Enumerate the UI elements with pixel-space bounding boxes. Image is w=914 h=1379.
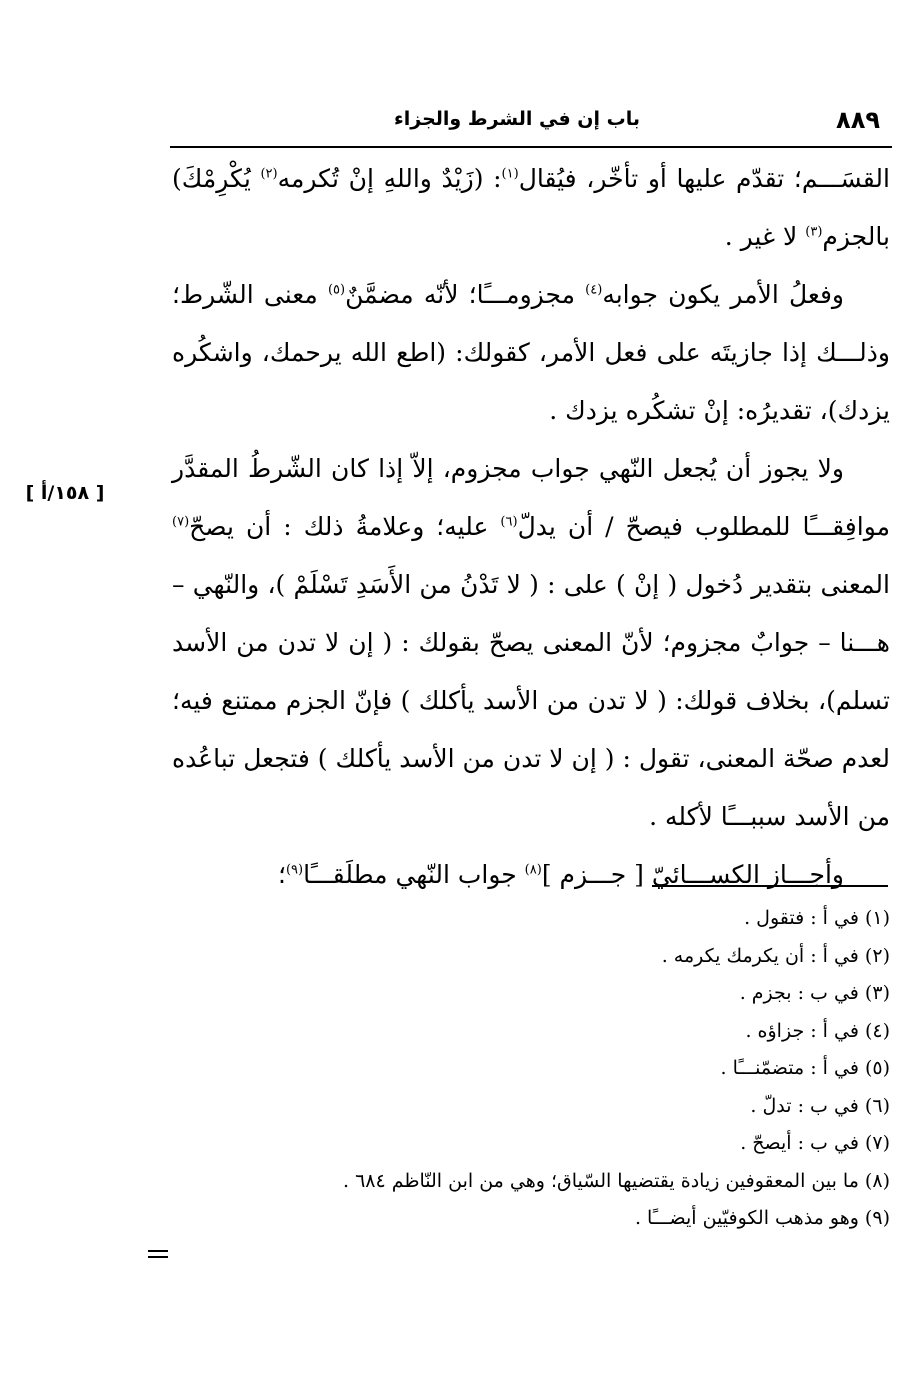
- footnote-separator: [652, 885, 888, 887]
- paragraph-2: [172, 266, 890, 440]
- page-number: ٨٨٩: [836, 106, 880, 134]
- text-run: المعنى بتقدير دُخول ( إنْ ) على : ( لا تَدْنُ من الأَسَدِ تَسْلَمْ )، والنّهي – هـــنا – جوابٌ مجزوم؛ لأنّ المعنى يصحّ بقولك : ( إن لا تدن من الأسد تسلم)، بخلاف قولك: ( لا تدن من الأسد يأكلك ) فإنّ الجزم ممتنع فيه؛ لعدم صحّة المعنى، تقول : ( إن لا تدن من الأسد يأكلك ) فتجعل تباعُده من الأسد سببـــًا لأكله .: [172, 570, 890, 831]
- text-run: : (زَيْدٌ واللهِ إنْ تُكرمه: [277, 164, 502, 193]
- text-run: مجزومـــًا؛ لأنّه مضمَّنٌ: [345, 280, 586, 309]
- footnote-5: (٥) في أ : متضمّنـــًا .: [720, 1057, 890, 1079]
- footnote-6: (٦) في ب : تدلّ .: [750, 1094, 890, 1117]
- text-run: جواب النّهي مطلَقـــًا: [303, 860, 525, 889]
- text-run: يُكْرِمْكَ) بالجزم: [172, 164, 890, 251]
- page-header: [170, 102, 890, 142]
- footnote-9: (٩) وهو مذهب الكوفيّين أيضـــًا .: [634, 1207, 890, 1229]
- footnote-ref: (٩): [285, 862, 304, 878]
- footnote-ref: (٤): [585, 282, 603, 298]
- paragraph-4: [172, 846, 890, 904]
- text-run: ؛: [278, 860, 286, 889]
- footnote-2: (٢) في أ : أن يكرمك يكرمه .: [661, 944, 890, 967]
- text-run: وفعلُ الأمر يكون جوابه: [602, 280, 845, 309]
- footnote-3: (٣) في ب : بجزم .: [739, 982, 890, 1004]
- footnote-ref: (٨): [524, 862, 542, 878]
- text-run: وأجـــاز الكســـائيّ [ جـــزم ]: [541, 860, 844, 889]
- footnotes: [200, 900, 890, 1238]
- text-run: ولا يجوز أن يُجعل النّهي جواب مجزوم، إلاّ إذا كان الشّرطُ المقدَّر موافِقـــًا للمطلوب فيصحّ / أن يدلّ: [172, 454, 890, 541]
- footnote-ref: (١): [501, 166, 519, 182]
- paragraph-1: [172, 150, 890, 266]
- manuscript-folio-marker: [ ١٥٨/أ ]: [25, 482, 105, 504]
- footnote-ref: (٢): [260, 166, 278, 182]
- footnote-8: (٨) ما بين المعقوفين زيادة يقتضيها السّياق؛ وهي من ابن النّاظم ٦٨٤ .: [342, 1169, 890, 1192]
- running-title: باب إن في الشرط والجزاء: [394, 108, 640, 130]
- text-run: القسَـــم؛ تقدّم عليها أو تأخّر، فيُقال: [518, 164, 890, 193]
- text-run: لا غير .: [724, 222, 806, 251]
- text-run: معنى الشّرط؛ وذلـــك إذا جازيتَه على فعل الأمر، كقولك: (اطع الله يرحمك، واشكُره يزدك)، تقديرُه: إنْ تشكُره يزدك .: [172, 280, 890, 425]
- footnote-ref: (٧): [172, 514, 190, 530]
- page-end-mark: [148, 1250, 168, 1260]
- footnote-4: (٤) في أ : جزاؤه .: [745, 1019, 890, 1042]
- footnote-1: (١) في أ : فتقول .: [744, 907, 890, 929]
- footnote-ref: (٥): [327, 282, 346, 298]
- footnote-ref: (٦): [500, 514, 518, 530]
- text-run: عليه؛ وعلامةُ ذلك : أن يصحّ: [189, 512, 501, 541]
- body-text: [172, 150, 890, 904]
- footnote-ref: (٣): [805, 224, 823, 240]
- paragraph-3: [172, 440, 890, 846]
- header-rule: [170, 146, 892, 148]
- footnote-7: (٧) في ب : أيصحّ .: [740, 1132, 890, 1154]
